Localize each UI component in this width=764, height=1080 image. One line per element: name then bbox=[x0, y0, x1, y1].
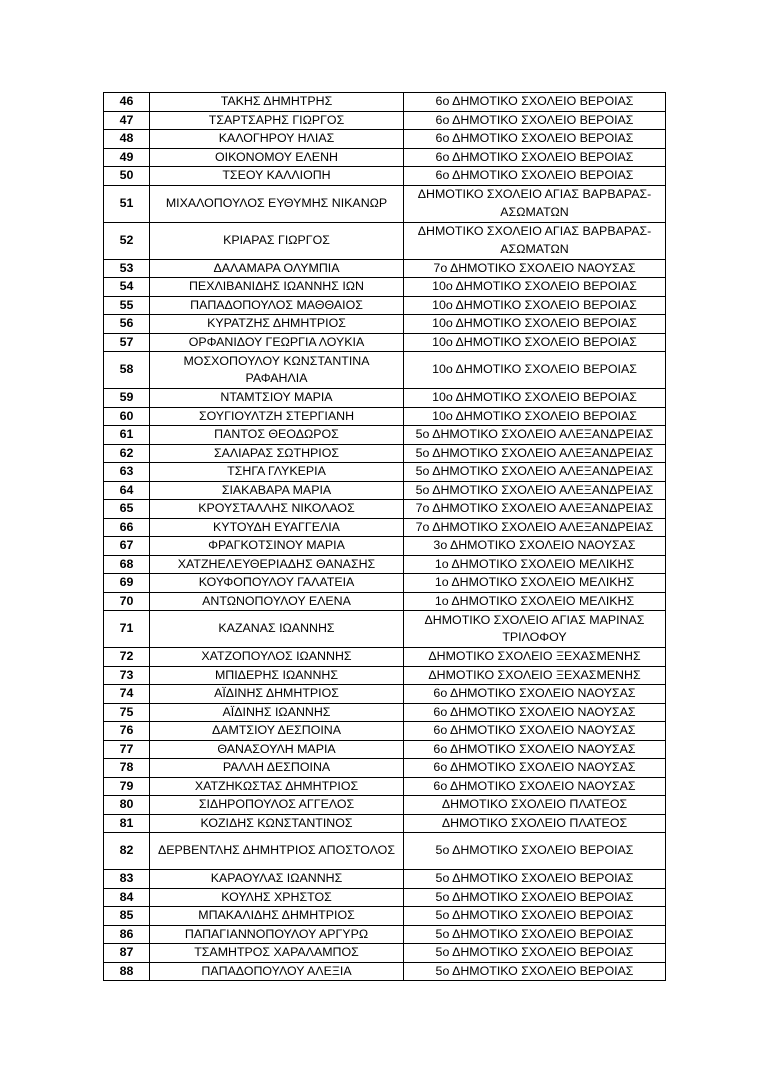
table-row bbox=[104, 444, 666, 463]
row-number-cell: 74 bbox=[104, 685, 150, 704]
table-row bbox=[104, 278, 666, 297]
table-row bbox=[104, 333, 666, 352]
row-number-cell: 57 bbox=[104, 333, 150, 352]
table-row bbox=[104, 389, 666, 408]
row-number-cell: 86 bbox=[104, 925, 150, 944]
row-number-cell: 47 bbox=[104, 111, 150, 130]
table-row bbox=[104, 426, 666, 445]
school-name-cell: 5ο ΔΗΜΟΤΙΚΟ ΣΧΟΛΕΙΟ ΒΕΡΟΙΑΣ bbox=[404, 944, 666, 963]
student-name-cell: ΣΙΑΚΑΒΑΡΑ ΜΑΡΙΑ bbox=[150, 481, 404, 500]
row-number-cell: 77 bbox=[104, 740, 150, 759]
row-number-cell: 49 bbox=[104, 148, 150, 167]
row-number-cell: 82 bbox=[104, 833, 150, 870]
table-row bbox=[104, 222, 666, 259]
student-name-cell: ΜΠΙΔΕΡΗΣ ΙΩΑΝΝΗΣ bbox=[150, 666, 404, 685]
school-name-cell: 10ο ΔΗΜΟΤΙΚΟ ΣΧΟΛΕΙΟ ΒΕΡΟΙΑΣ bbox=[404, 315, 666, 334]
row-number-cell: 85 bbox=[104, 907, 150, 926]
school-name-cell: ΔΗΜΟΤΙΚΟ ΣΧΟΛΕΙΟ ΑΓΙΑΣ ΒΑΡΒΑΡΑΣ-ΑΣΩΜΑΤΩΝ bbox=[404, 185, 666, 222]
student-name-cell: ΚΑΖΑΝΑΣ ΙΩΑΝΝΗΣ bbox=[150, 611, 404, 648]
table-row bbox=[104, 259, 666, 278]
table-row bbox=[104, 130, 666, 149]
student-name-cell: ΟΡΦΑΝΙΔΟΥ ΓΕΩΡΓΙΑ ΛΟΥΚΙΑ bbox=[150, 333, 404, 352]
row-number-cell: 79 bbox=[104, 777, 150, 796]
row-number-cell: 62 bbox=[104, 444, 150, 463]
student-name-cell: ΤΣΕΟΥ ΚΑΛΛΙΟΠΗ bbox=[150, 167, 404, 186]
student-name-cell: ΜΠΑΚΑΛΙΔΗΣ ΔΗΜΗΤΡΙΟΣ bbox=[150, 907, 404, 926]
row-number-cell: 66 bbox=[104, 518, 150, 537]
table-row bbox=[104, 907, 666, 926]
table-row bbox=[104, 518, 666, 537]
row-number-cell: 83 bbox=[104, 870, 150, 889]
school-name-cell: 10ο ΔΗΜΟΤΙΚΟ ΣΧΟΛΕΙΟ ΒΕΡΟΙΑΣ bbox=[404, 296, 666, 315]
table-row bbox=[104, 870, 666, 889]
school-name-cell: 6ο ΔΗΜΟΤΙΚΟ ΣΧΟΛΕΙΟ ΝΑΟΥΣΑΣ bbox=[404, 685, 666, 704]
table-row bbox=[104, 962, 666, 981]
row-number-cell: 81 bbox=[104, 814, 150, 833]
table-row bbox=[104, 796, 666, 815]
row-number-cell: 76 bbox=[104, 722, 150, 741]
student-name-cell: ΑΪΔΙΝΗΣ ΔΗΜΗΤΡΙΟΣ bbox=[150, 685, 404, 704]
student-name-cell: ΚΥΤΟΥΔΗ ΕΥΑΓΓΕΛΙΑ bbox=[150, 518, 404, 537]
table-row bbox=[104, 574, 666, 593]
school-name-cell: 6ο ΔΗΜΟΤΙΚΟ ΣΧΟΛΕΙΟ ΝΑΟΥΣΑΣ bbox=[404, 722, 666, 741]
school-name-cell: 6ο ΔΗΜΟΤΙΚΟ ΣΧΟΛΕΙΟ ΝΑΟΥΣΑΣ bbox=[404, 777, 666, 796]
student-name-cell: ΘΑΝΑΣΟΥΛΗ ΜΑΡΙΑ bbox=[150, 740, 404, 759]
table-row bbox=[104, 296, 666, 315]
row-number-cell: 84 bbox=[104, 888, 150, 907]
student-name-cell: ΚΟΖΙΔΗΣ ΚΩΝΣΤΑΝΤΙΝΟΣ bbox=[150, 814, 404, 833]
row-number-cell: 87 bbox=[104, 944, 150, 963]
row-number-cell: 65 bbox=[104, 500, 150, 519]
student-name-cell: ΔΕΡΒΕΝΤΛΗΣ ΔΗΜΗΤΡΙΟΣ ΑΠΟΣΤΟΛΟΣ bbox=[150, 833, 404, 870]
student-name-cell: ΣΙΔΗΡΟΠΟΥΛΟΣ ΑΓΓΕΛΟΣ bbox=[150, 796, 404, 815]
row-number-cell: 70 bbox=[104, 592, 150, 611]
school-name-cell: 10ο ΔΗΜΟΤΙΚΟ ΣΧΟΛΕΙΟ ΒΕΡΟΙΑΣ bbox=[404, 352, 666, 389]
student-name-cell: ΠΕΧΛΙΒΑΝΙΔΗΣ ΙΩΑΝΝΗΣ ΙΩΝ bbox=[150, 278, 404, 297]
table-row bbox=[104, 648, 666, 667]
school-name-cell: 6ο ΔΗΜΟΤΙΚΟ ΣΧΟΛΕΙΟ ΒΕΡΟΙΑΣ bbox=[404, 93, 666, 112]
school-name-cell: 5ο ΔΗΜΟΤΙΚΟ ΣΧΟΛΕΙΟ ΒΕΡΟΙΑΣ bbox=[404, 962, 666, 981]
table-row bbox=[104, 407, 666, 426]
row-number-cell: 51 bbox=[104, 185, 150, 222]
table-row bbox=[104, 944, 666, 963]
school-name-cell: 6ο ΔΗΜΟΤΙΚΟ ΣΧΟΛΕΙΟ ΒΕΡΟΙΑΣ bbox=[404, 148, 666, 167]
row-number-cell: 78 bbox=[104, 759, 150, 778]
student-name-cell: ΤΣΑΜΗΤΡΟΣ ΧΑΡΑΛΑΜΠΟΣ bbox=[150, 944, 404, 963]
school-name-cell: 10ο ΔΗΜΟΤΙΚΟ ΣΧΟΛΕΙΟ ΒΕΡΟΙΑΣ bbox=[404, 278, 666, 297]
row-number-cell: 72 bbox=[104, 648, 150, 667]
student-name-cell: ΠΑΠΑΔΟΠΟΥΛΟΣ ΜΑΘΘΑΙΟΣ bbox=[150, 296, 404, 315]
student-name-cell: ΑΝΤΩΝΟΠΟΥΛΟΥ ΕΛΕΝΑ bbox=[150, 592, 404, 611]
participants-table-body bbox=[104, 93, 666, 981]
row-number-cell: 48 bbox=[104, 130, 150, 149]
participants-table bbox=[103, 92, 666, 981]
table-row bbox=[104, 611, 666, 648]
row-number-cell: 52 bbox=[104, 222, 150, 259]
row-number-cell: 69 bbox=[104, 574, 150, 593]
table-row bbox=[104, 148, 666, 167]
table-row bbox=[104, 703, 666, 722]
school-name-cell: 5ο ΔΗΜΟΤΙΚΟ ΣΧΟΛΕΙΟ ΑΛΕΞΑΝΔΡΕΙΑΣ bbox=[404, 444, 666, 463]
table-row bbox=[104, 555, 666, 574]
table-row bbox=[104, 722, 666, 741]
table-row bbox=[104, 315, 666, 334]
table-row bbox=[104, 814, 666, 833]
row-number-cell: 73 bbox=[104, 666, 150, 685]
school-name-cell: ΔΗΜΟΤΙΚΟ ΣΧΟΛΕΙΟ ΞΕΧΑΣΜΕΝΗΣ bbox=[404, 648, 666, 667]
student-name-cell: ΡΑΛΛΗ ΔΕΣΠΟΙΝΑ bbox=[150, 759, 404, 778]
school-name-cell: 5ο ΔΗΜΟΤΙΚΟ ΣΧΟΛΕΙΟ ΑΛΕΞΑΝΔΡΕΙΑΣ bbox=[404, 463, 666, 482]
school-name-cell: ΔΗΜΟΤΙΚΟ ΣΧΟΛΕΙΟ ΠΛΑΤΕΟΣ bbox=[404, 796, 666, 815]
school-name-cell: 7ο ΔΗΜΟΤΙΚΟ ΣΧΟΛΕΙΟ ΝΑΟΥΣΑΣ bbox=[404, 259, 666, 278]
school-name-cell: ΔΗΜΟΤΙΚΟ ΣΧΟΛΕΙΟ ΠΛΑΤΕΟΣ bbox=[404, 814, 666, 833]
school-name-cell: 6ο ΔΗΜΟΤΙΚΟ ΣΧΟΛΕΙΟ ΒΕΡΟΙΑΣ bbox=[404, 130, 666, 149]
school-name-cell: 6ο ΔΗΜΟΤΙΚΟ ΣΧΟΛΕΙΟ ΒΕΡΟΙΑΣ bbox=[404, 111, 666, 130]
school-name-cell: 5ο ΔΗΜΟΤΙΚΟ ΣΧΟΛΕΙΟ ΒΕΡΟΙΑΣ bbox=[404, 925, 666, 944]
table-row bbox=[104, 833, 666, 870]
student-name-cell: ΜΙΧΑΛΟΠΟΥΛΟΣ ΕΥΘΥΜΗΣ ΝΙΚΑΝΩΡ bbox=[150, 185, 404, 222]
table-row bbox=[104, 888, 666, 907]
row-number-cell: 67 bbox=[104, 537, 150, 556]
row-number-cell: 63 bbox=[104, 463, 150, 482]
school-name-cell: 10ο ΔΗΜΟΤΙΚΟ ΣΧΟΛΕΙΟ ΒΕΡΟΙΑΣ bbox=[404, 333, 666, 352]
school-name-cell: 6ο ΔΗΜΟΤΙΚΟ ΣΧΟΛΕΙΟ ΝΑΟΥΣΑΣ bbox=[404, 703, 666, 722]
school-name-cell: 1ο ΔΗΜΟΤΙΚΟ ΣΧΟΛΕΙΟ ΜΕΛΙΚΗΣ bbox=[404, 555, 666, 574]
school-name-cell: 5ο ΔΗΜΟΤΙΚΟ ΣΧΟΛΕΙΟ ΒΕΡΟΙΑΣ bbox=[404, 833, 666, 870]
row-number-cell: 60 bbox=[104, 407, 150, 426]
student-name-cell: ΤΑΚΗΣ ΔΗΜΗΤΡΗΣ bbox=[150, 93, 404, 112]
row-number-cell: 59 bbox=[104, 389, 150, 408]
school-name-cell: 6ο ΔΗΜΟΤΙΚΟ ΣΧΟΛΕΙΟ ΝΑΟΥΣΑΣ bbox=[404, 740, 666, 759]
student-name-cell: ΔΑΛΑΜΑΡΑ ΟΛΥΜΠΙΑ bbox=[150, 259, 404, 278]
school-name-cell: 1ο ΔΗΜΟΤΙΚΟ ΣΧΟΛΕΙΟ ΜΕΛΙΚΗΣ bbox=[404, 592, 666, 611]
student-name-cell: ΚΑΡΑΟΥΛΑΣ ΙΩΑΝΝΗΣ bbox=[150, 870, 404, 889]
school-name-cell: 6ο ΔΗΜΟΤΙΚΟ ΣΧΟΛΕΙΟ ΝΑΟΥΣΑΣ bbox=[404, 759, 666, 778]
student-name-cell: ΚΟΥΛΗΣ ΧΡΗΣΤΟΣ bbox=[150, 888, 404, 907]
row-number-cell: 55 bbox=[104, 296, 150, 315]
table-row bbox=[104, 740, 666, 759]
school-name-cell: 5ο ΔΗΜΟΤΙΚΟ ΣΧΟΛΕΙΟ ΒΕΡΟΙΑΣ bbox=[404, 870, 666, 889]
row-number-cell: 80 bbox=[104, 796, 150, 815]
row-number-cell: 53 bbox=[104, 259, 150, 278]
school-name-cell: 1ο ΔΗΜΟΤΙΚΟ ΣΧΟΛΕΙΟ ΜΕΛΙΚΗΣ bbox=[404, 574, 666, 593]
row-number-cell: 46 bbox=[104, 93, 150, 112]
table-row bbox=[104, 666, 666, 685]
student-name-cell: ΣΑΛΙΑΡΑΣ ΣΩΤΗΡΙΟΣ bbox=[150, 444, 404, 463]
school-name-cell: 5ο ΔΗΜΟΤΙΚΟ ΣΧΟΛΕΙΟ ΑΛΕΞΑΝΔΡΕΙΑΣ bbox=[404, 481, 666, 500]
table-row bbox=[104, 167, 666, 186]
row-number-cell: 88 bbox=[104, 962, 150, 981]
student-name-cell: ΟΙΚΟΝΟΜΟΥ ΕΛΕΝΗ bbox=[150, 148, 404, 167]
table-row bbox=[104, 185, 666, 222]
school-name-cell: ΔΗΜΟΤΙΚΟ ΣΧΟΛΕΙΟ ΑΓΙΑΣ ΒΑΡΒΑΡΑΣ-ΑΣΩΜΑΤΩΝ bbox=[404, 222, 666, 259]
student-name-cell: ΚΑΛΟΓΗΡΟΥ ΗΛΙΑΣ bbox=[150, 130, 404, 149]
school-name-cell: 3ο ΔΗΜΟΤΙΚΟ ΣΧΟΛΕΙΟ ΝΑΟΥΣΑΣ bbox=[404, 537, 666, 556]
student-name-cell: ΧΑΤΖΗΕΛΕΥΘΕΡΙΑΔΗΣ ΘΑΝΑΣΗΣ bbox=[150, 555, 404, 574]
student-name-cell: ΣΟΥΓΙΟΥΛΤΖΗ ΣΤΕΡΓΙΑΝΗ bbox=[150, 407, 404, 426]
table-row bbox=[104, 481, 666, 500]
student-name-cell: ΑΪΔΙΝΗΣ ΙΩΑΝΝΗΣ bbox=[150, 703, 404, 722]
table-row bbox=[104, 352, 666, 389]
student-name-cell: ΠΑΠΑΓΙΑΝΝΟΠΟΥΛΟΥ ΑΡΓΥΡΩ bbox=[150, 925, 404, 944]
student-name-cell: ΧΑΤΖΗΚΩΣΤΑΣ ΔΗΜΗΤΡΙΟΣ bbox=[150, 777, 404, 796]
table-row bbox=[104, 777, 666, 796]
school-name-cell: 10ο ΔΗΜΟΤΙΚΟ ΣΧΟΛΕΙΟ ΒΕΡΟΙΑΣ bbox=[404, 389, 666, 408]
table-row bbox=[104, 685, 666, 704]
student-name-cell: ΤΣΗΓΑ ΓΛΥΚΕΡΙΑ bbox=[150, 463, 404, 482]
table-row bbox=[104, 500, 666, 519]
student-name-cell: ΚΡΙΑΡΑΣ ΓΙΩΡΓΟΣ bbox=[150, 222, 404, 259]
row-number-cell: 68 bbox=[104, 555, 150, 574]
school-name-cell: 7ο ΔΗΜΟΤΙΚΟ ΣΧΟΛΕΙΟ ΑΛΕΞΑΝΔΡΕΙΑΣ bbox=[404, 518, 666, 537]
table-row bbox=[104, 537, 666, 556]
school-name-cell: 5ο ΔΗΜΟΤΙΚΟ ΣΧΟΛΕΙΟ ΒΕΡΟΙΑΣ bbox=[404, 907, 666, 926]
row-number-cell: 50 bbox=[104, 167, 150, 186]
student-name-cell: ΠΑΝΤΟΣ ΘΕΟΔΩΡΟΣ bbox=[150, 426, 404, 445]
school-name-cell: 6ο ΔΗΜΟΤΙΚΟ ΣΧΟΛΕΙΟ ΒΕΡΟΙΑΣ bbox=[404, 167, 666, 186]
school-name-cell: 5ο ΔΗΜΟΤΙΚΟ ΣΧΟΛΕΙΟ ΒΕΡΟΙΑΣ bbox=[404, 888, 666, 907]
row-number-cell: 56 bbox=[104, 315, 150, 334]
student-name-cell: ΚΥΡΑΤΖΗΣ ΔΗΜΗΤΡΙΟΣ bbox=[150, 315, 404, 334]
school-name-cell: ΔΗΜΟΤΙΚΟ ΣΧΟΛΕΙΟ ΑΓΙΑΣ ΜΑΡΙΝΑΣ ΤΡΙΛΟΦΟΥ bbox=[404, 611, 666, 648]
school-name-cell: 5ο ΔΗΜΟΤΙΚΟ ΣΧΟΛΕΙΟ ΑΛΕΞΑΝΔΡΕΙΑΣ bbox=[404, 426, 666, 445]
school-name-cell: ΔΗΜΟΤΙΚΟ ΣΧΟΛΕΙΟ ΞΕΧΑΣΜΕΝΗΣ bbox=[404, 666, 666, 685]
student-name-cell: ΦΡΑΓΚΟΤΣΙΝΟΥ ΜΑΡΙΑ bbox=[150, 537, 404, 556]
row-number-cell: 58 bbox=[104, 352, 150, 389]
row-number-cell: 54 bbox=[104, 278, 150, 297]
table-row bbox=[104, 463, 666, 482]
student-name-cell: ΧΑΤΖΟΠΟΥΛΟΣ ΙΩΑΝΝΗΣ bbox=[150, 648, 404, 667]
table-row bbox=[104, 592, 666, 611]
table-row bbox=[104, 925, 666, 944]
student-name-cell: ΜΟΣΧΟΠΟΥΛΟΥ ΚΩΝΣΤΑΝΤΙΝΑ ΡΑΦΑΗΛΙΑ bbox=[150, 352, 404, 389]
school-name-cell: 7ο ΔΗΜΟΤΙΚΟ ΣΧΟΛΕΙΟ ΑΛΕΞΑΝΔΡΕΙΑΣ bbox=[404, 500, 666, 519]
table-row bbox=[104, 759, 666, 778]
row-number-cell: 75 bbox=[104, 703, 150, 722]
row-number-cell: 61 bbox=[104, 426, 150, 445]
student-name-cell: ΚΟΥΦΟΠΟΥΛΟΥ ΓΑΛΑΤΕΙΑ bbox=[150, 574, 404, 593]
table-row bbox=[104, 111, 666, 130]
student-name-cell: ΤΣΑΡΤΣΑΡΗΣ ΓΙΩΡΓΟΣ bbox=[150, 111, 404, 130]
student-name-cell: ΝΤΑΜΤΣΙΟΥ ΜΑΡΙΑ bbox=[150, 389, 404, 408]
school-name-cell: 10ο ΔΗΜΟΤΙΚΟ ΣΧΟΛΕΙΟ ΒΕΡΟΙΑΣ bbox=[404, 407, 666, 426]
student-name-cell: ΔΑΜΤΣΙΟΥ ΔΕΣΠΟΙΝΑ bbox=[150, 722, 404, 741]
row-number-cell: 64 bbox=[104, 481, 150, 500]
row-number-cell: 71 bbox=[104, 611, 150, 648]
student-name-cell: ΠΑΠΑΔΟΠΟΥΛΟΥ ΑΛΕΞΙΑ bbox=[150, 962, 404, 981]
table-row bbox=[104, 93, 666, 112]
student-name-cell: ΚΡΟΥΣΤΑΛΛΗΣ ΝΙΚΟΛΑΟΣ bbox=[150, 500, 404, 519]
